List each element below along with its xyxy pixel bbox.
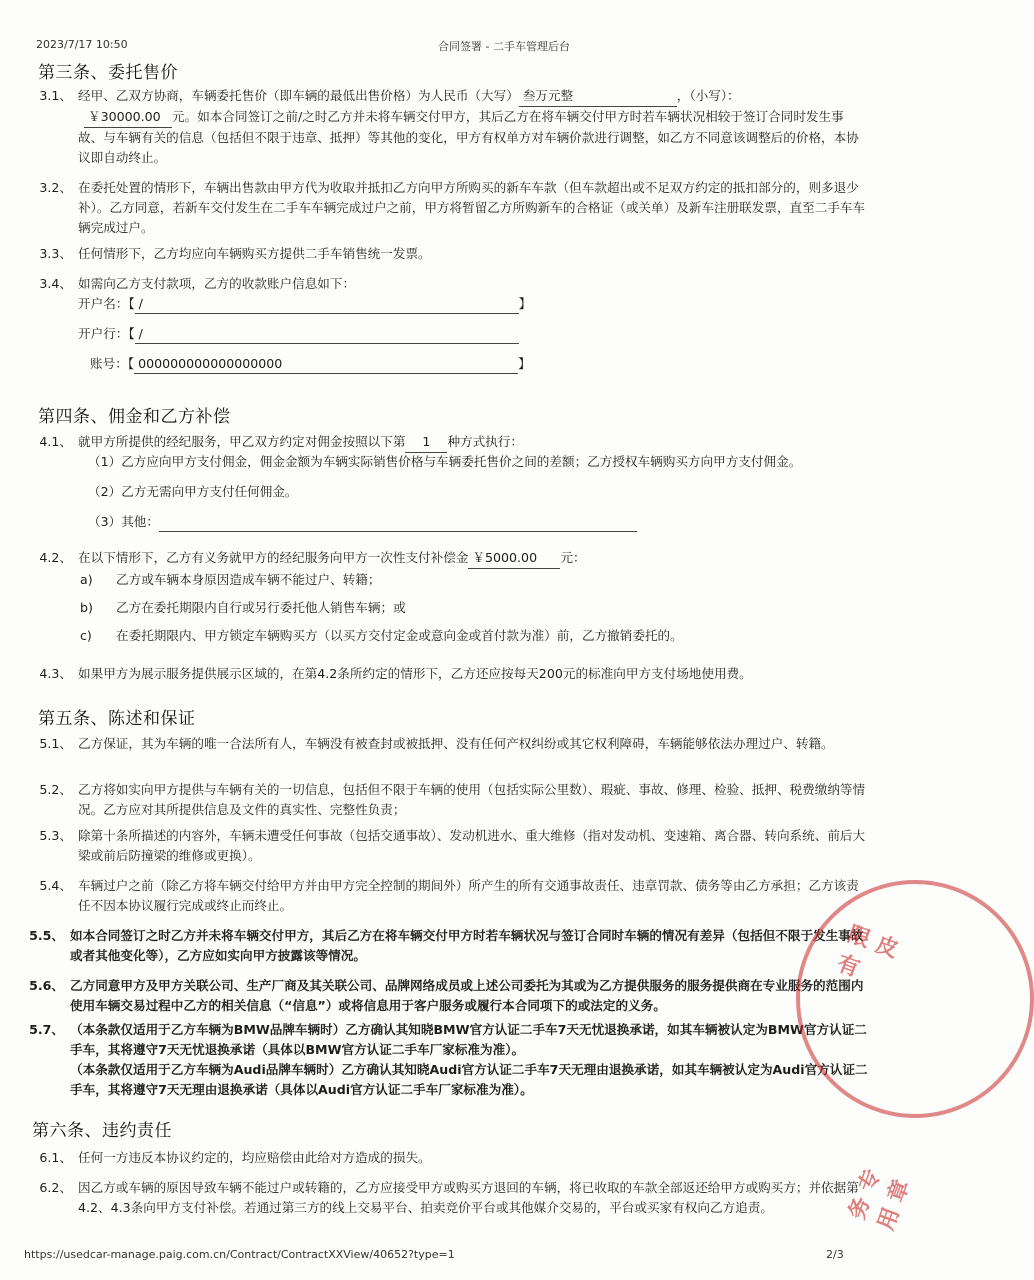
commission-option-1: （1）乙方应向甲方支付佣金，佣金金额为车辆实际销售价格与车辆委托售价之间的差额；乙方授权车辆购买方向甲方支付佣金。 [88, 454, 802, 469]
condition-b: b) 乙方在委托期限内自行或另行委托他人销售车辆；或 [80, 600, 406, 615]
clause-5-5: 5.5、 如本合同签订之时乙方并未将车辆交付甲方，其后乙方在将车辆交付甲方时若车辆状况与签订合同时车辆的情况有差异（包括但不限于发生事故或者其他变化等），乙方应如实向甲方披露该等情况。 [29, 928, 864, 963]
condition-a: a) 乙方或车辆本身原因造成车辆不能过户、转籍； [80, 572, 381, 587]
clause-3-1: 3.1、 经甲、乙双方协商，车辆委托售价（即车辆的最低出售价格）为人民币（大写） 叁万元整 ，（小写）： ￥30000.00 元。如本合同签订之前/之时乙方并未将车辆交付甲方，其后乙方在将车辆交付甲方时若车辆状况相较于签订合同时发生事故、与车辆有关的信息（包括但不限于违章、抵押）等其他的变化，甲方有权单方对车辆价款进行调整，如乙方不同意该调整后的价格，本协议即自动终止。 [28, 86, 868, 168]
account-number-field: 000000000000000000 [134, 355, 518, 374]
account-name-field: / [135, 295, 519, 314]
clause-4-2: 4.2、 在以下情形下，乙方有义务就甲方的经纪服务向甲方一次性支付补偿金 ￥5000.00 元： [28, 548, 868, 569]
bank-field: / [135, 325, 519, 344]
price-in-words-field: 叁万元整 [519, 86, 677, 107]
clause-6-1: 6.1、 任何一方违反本协议约定的，均应赔偿由此给对方造成的损失。 [39, 1150, 431, 1165]
print-url: https://usedcar-manage.paig.com.cn/Contract/ContractXXView/40652?type=1 [24, 1248, 455, 1261]
clause-5-3: 5.3、 除第十条所描述的内容外，车辆未遭受任何事故（包括交通事故）、发动机进水、重大维修（指对发动机、变速箱、离合器、转向系统、前后大梁或前后防撞梁的维修或更换）。 [39, 828, 866, 863]
clause-6-2: 6.2、 因乙方或车辆的原因导致车辆不能过户或转籍的，乙方应接受甲方或购买方退回的车辆，将已收取的车款全部返还给甲方或购买方；并依据第4.2、4.3条向甲方支付补偿。若通过第三方的线上交易平台、拍卖竞价平台或其他媒介交易的，平台或买家有权向乙方追责。 [39, 1180, 859, 1215]
clause-5-7: 5.7、 （本条款仅适用于乙方车辆为BMW品牌车辆时）乙方确认其知晓BMW官方认证二手车7天无忧退换承诺，如其车辆被认定为BMW官方认证二手车，其将遵守7天无忧退换承诺（具体以BMW官方认证二手车厂家标准为准）。 （本条款仅适用于乙方车辆为Audi品牌车辆时）乙方确认其知晓Audi官方认证二手车7天无理由退换承诺，如其车辆被认定为Audi官方认证二手车，其将遵守7天无理由退换承诺（具体以Audi官方认证二手车厂家标准为准）。 [28, 1020, 868, 1100]
commission-option-field: 1 [405, 432, 447, 453]
commission-option-2: （2）乙方无需向甲方支付任何佣金。 [88, 484, 298, 499]
clause-3-2: 3.2、 在委托处置的情形下，车辆出售款由甲方代为收取并抵扣乙方向甲方所购买的新车车款（但车款超出或不足双方约定的抵扣部分的，则多退少补）。乙方同意，若新车交付发生在二手车车辆完成过户之前，甲方将暂留乙方所购新车的合格证（或关单）及新车注册联发票，直至二手车车辆完成过户。 [39, 180, 866, 235]
clause-5-1: 5.1、 乙方保证，其为车辆的唯一合法所有人，车辆没有被查封或被抵押、没有任何产权纠纷或其它权利障碍，车辆能够依法办理过户、转籍。 [39, 736, 834, 751]
clause-3-3: 3.3、 任何情形下，乙方均应向车辆购买方提供二手车销售统一发票。 [39, 246, 431, 261]
clause-4-1: 4.1、 就甲方所提供的经纪服务，甲乙双方约定对佣金按照以下第 1 种方式执行： [28, 432, 868, 453]
page-number: 2/3 [826, 1248, 844, 1261]
clause-5-7-audi: （本条款仅适用于乙方车辆为Audi品牌车辆时）乙方确认其知晓Audi官方认证二手车7天无理由退换承诺，如其车辆被认定为Audi官方认证二手车，其将遵守7天无理由退换承诺（具体以Audi官方认证二手车厂家标准为准）。 [70, 1062, 868, 1097]
bank-row: 开户行：【 / [78, 324, 519, 344]
clause-3-4: 3.4、 如需向乙方支付款项，乙方的收款账户信息如下： [39, 276, 356, 291]
print-datetime: 2023/7/17 10:50 [36, 38, 128, 51]
seal-glyphs: 限 皮 有 [833, 921, 902, 983]
clause-5-6: 5.6、 乙方同意甲方及甲方关联公司、生产厂商及其关联公司、品牌网络成员或上述公司委托为其或为乙方提供服务的服务提供商在专业服务的范围内使用车辆交易过程中乙方的相关信息（“信息”）或将信息用于客户服务或履行本合同项下的或法定的义务。 [29, 978, 864, 1013]
condition-c: c) 在委托期限内、甲方锁定车辆购买方（以买方交付定金或意向金或首付款为准）前，乙方撤销委托的。 [80, 628, 683, 643]
clause-5-7-bmw: （本条款仅适用于乙方车辆为BMW品牌车辆时）乙方确认其知晓BMW官方认证二手车7天无忧退换承诺，如其车辆被认定为BMW官方认证二手车，其将遵守7天无忧退换承诺（具体以BMW官方认证二手车厂家标准为准）。 [70, 1022, 867, 1057]
account-number-row: 账号：【 000000000000000000 】 [90, 354, 531, 374]
clause-5-2: 5.2、 乙方将如实向甲方提供与车辆有关的一切信息，包括但不限于车辆的使用（包括实际公里数）、瑕疵、事故、修理、检验、抵押、税费缴纳等情况。乙方应对其所提供信息及文件的真实性、完整性负责； [39, 782, 866, 817]
section6-heading: 第六条、违约责任 [32, 1121, 172, 1141]
clause-5-4: 5.4、 车辆过户之前（除乙方将车辆交付给甲方并由甲方完全控制的期间外）所产生的所有交通事故责任、违章罚款、债务等由乙方承担；乙方该责任不因本协议履行完成或终止而终止。 [39, 878, 859, 913]
company-seal-stamp [796, 880, 1034, 1118]
contract-page: 2023/7/17 10:50 合同签署 - 二手车管理后台 第三条、委托售价 3.1、 经甲、乙双方协商，车辆委托售价（即车辆的最低出售价格）为人民币（大写） 叁万元整 ，（小写）： ￥30000.00 元。如本合同签订之前/之时乙方并未将车辆交付甲方，其后乙方在将车辆交付甲方时若车辆状况相较于签订合同时发生事故、与车辆有关的信息（包括但不限于违章、抵押）等其他的变化，甲方有权单方对车辆价款进行调整，如乙方不同意该调整后的价格，本协议即自动终止。 3.2、 在委托处置的情形下，车辆出售款由甲方代为收取并抵扣乙方向甲方所购买的新车车款（但车款超出或不足双方约定的抵扣部分的，则多退少补）。乙方同意，若新车交付发生在二手车车辆完成过户之前，甲方将暂留乙方所购新车的合格证（或关单）及新车注册联发票，直至二手车车辆完成过户。 3.3、 任何情形下，乙方均应向车辆购买方提供二手车销售统一发票。 3.4、 如需向乙方支付款项，乙方的收款账户信息如下： 开户名：【 / 】 开户行：【 / 账号：【 000000000000000000 】 第四条、佣金和乙方补偿 4.1、 就甲方所提供的经纪服务，甲乙双方约定对佣金按照以下第 1 种方式执行： （1）乙方应向甲方支付佣金，佣金金额为车辆实际销售价格与车辆委托售价之间的差额；乙方授权车辆购买方向甲方支付佣金。 （2）乙方无需向甲方支付任何佣金。 （3）其他： 4.2、 在以下情形下，乙方有义务就甲方的经纪服务向甲方一次性支付补偿金 ￥5000.00 元： a) 乙方或车辆本身原因造成车辆不能过户、转籍； b) 乙方在委托期限内自行或另行委托他人销售车辆；或 c) 在委托期限内、甲方锁定车辆购买方（以买方交付定金或意向金或首付款为准）前，乙方撤销委托的。 4.3、 如果甲方为展示服务提供展示区域的，在第4.2条所约定的情形下，乙方还应按每天200元的标准向甲方支付场地使用费。 第五条、陈述和保证 5.1、 乙方保证，其为车辆的唯一合法所有人，车辆没有被查封或被抵押、没有任何产权纠纷或其它权利障碍，车辆能够依法办理过户、转籍。 5.2、 乙方将如实向甲方提供与车辆有关的一切信息，包括但不限于车辆的使用（包括实际公里数）、瑕疵、事故、修理、检验、抵押、税费缴纳等情况。乙方应对其所提供信息及文件的真实性、完整性负责； 5.3、 除第十条所描述的内容外，车辆未遭受任何事故（包括交通事故）、发动机进水、重大维修（指对发动机、变速箱、离合器、转向系统、前后大梁或前后防撞梁的维修或更换）。 5.4、 车辆过户之前（除乙方将车辆交付给甲方并由甲方完全控制的期间外）所产生的所有交通事故责任、违章罚款、债务等由乙方承担；乙方该责任不因本协议履行完成或终止而终止。 5.5、 如本合同签订之时乙方并未将车辆交付甲方，其后乙方在将车辆交付甲方时若车辆状况与签订合同时车辆的情况有差异（包括但不限于发生事故或者其他变化等），乙方应如实向甲方披露该等情况。 5.6、 乙方同意甲方及甲方关联公司、生产厂商及其关联公司、品牌网络成员或上述公司委托为其或为乙方提供服务的服务提供商在专业服务的范围内使用车辆交易过程中乙方的相关信息（“信息”）或将信息用于客户服务或履行本合同项下的或法定的义务。 5.7、 （本条款仅适用于乙方车辆为BMW品牌车辆时）乙方确认其知晓BMW官方认证二手车7天无忧退换承诺，如其车辆被认定为BMW官方认证二手车，其将遵守7天无忧退换承诺（具体以BMW官方认证二手车厂家标准为准）。 （本条款仅适用于乙方车辆为Audi品牌车辆时）乙方确认其知晓Audi官方认证二手车7天无理由退换承诺，如其车辆被认定为Audi官方认证二手车，其将遵守7天无理由退换承诺（具体以Audi官方认证二手车厂家标准为准）。 第六条、违约责任 6.1、 任何一方违反本协议约定的，均应赔偿由此给对方造成的损失。 6.2、 因乙方或车辆的原因导致车辆不能过户或转籍的，乙方应接受甲方或购买方退回的车辆，将已收取的车款全部返还给甲方或购买方；并依据第4.2、4.3条向甲方支付补偿。若通过第三方的线上交易平台、拍卖竞价平台或其他媒介交易的，平台或买家有权向乙方追责。 限 皮 有 务 专 用 章 https://usedcar-manage.paig.com.cn/Contract/ContractXXView/40652?type=1 2/3 [0, 0, 904, 1280]
clause-4-3: 4.3、 如果甲方为展示服务提供展示区域的，在第4.2条所约定的情形下，乙方还应按每天200元的标准向甲方支付场地使用费。 [39, 666, 752, 681]
price-in-numbers-field: ￥30000.00 [84, 107, 172, 128]
other-option-field [159, 515, 637, 532]
commission-option-3: （3）其他： [88, 512, 637, 532]
account-name-row: 开户名：【 / 】 [78, 294, 531, 314]
section5-heading: 第五条、陈述和保证 [38, 709, 196, 729]
section4-heading: 第四条、佣金和乙方补偿 [38, 407, 231, 427]
section3-heading: 第三条、委托售价 [38, 63, 178, 83]
print-page-title: 合同签署 - 二手车管理后台 [438, 40, 570, 53]
clause-number: 3.1、 [39, 88, 72, 103]
compensation-amount-field: ￥5000.00 [468, 548, 560, 569]
